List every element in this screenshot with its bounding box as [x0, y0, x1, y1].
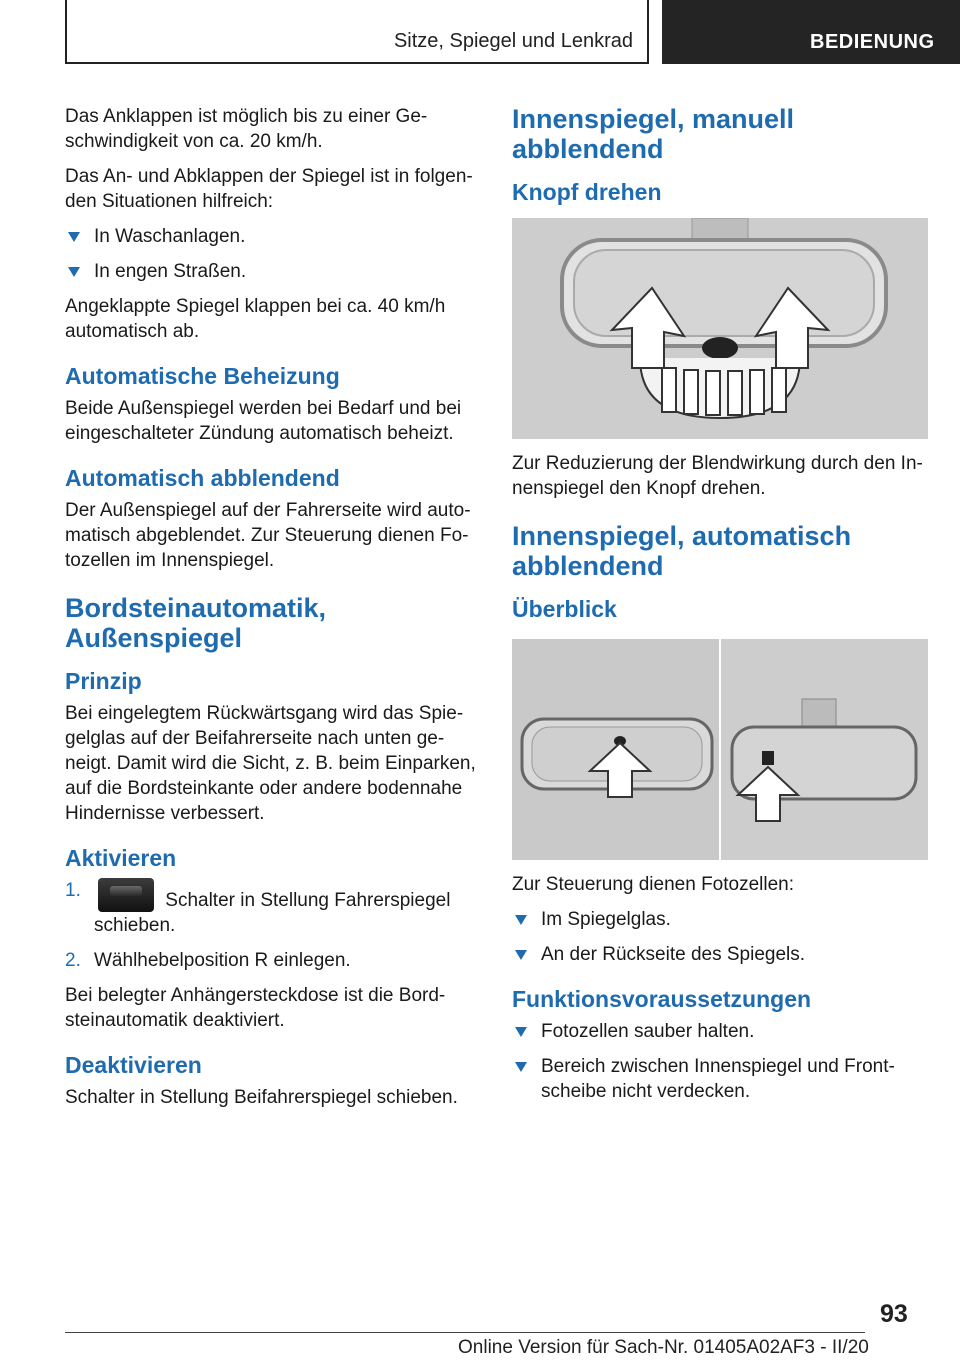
paragraph-trailer: Bei belegter Anhängersteckdose ist die Bordsteinautomatik deaktiviert.	[65, 985, 446, 1031]
right-column	[512, 104, 928, 1114]
heading-turn-knob: Knopf drehen	[512, 179, 662, 205]
bullet-triangle-icon	[515, 1062, 527, 1072]
paragraph-fold-speed: Das Anklappen ist möglich bis zu einer Geschwindigkeit von ca. 20 km/h.	[65, 106, 428, 152]
paragraph-auto-dimming: Der Außenspiegel auf der Fahrerseite wird automatisch abgeblendet. Zur Steuerung dienen Fotozellen im Innenspiegel.	[65, 500, 471, 571]
header-chapter-box	[662, 0, 960, 64]
list-item: An der Rückseite des Spiegels.	[512, 942, 928, 967]
figure-photocells	[512, 639, 928, 860]
bullet-triangle-icon	[68, 232, 80, 242]
heading-curb-automatic: Bordsteinautomatik, Außenspiegel	[65, 593, 327, 653]
paragraph-heating: Beide Außenspiegel werden bei Bedarf und bei eingeschalteter Zündung automatisch beheizt.	[65, 398, 462, 444]
paragraph-turn-knob: Zur Reduzierung der Blendwirkung durch den Innenspiegel den Knopf drehen.	[512, 453, 923, 499]
mirror-knob-illustration	[512, 218, 928, 439]
bullet-triangle-icon	[515, 915, 527, 925]
paragraph-photocells: Zur Steuerung dienen Fotozellen:	[512, 874, 795, 895]
header-section-box	[65, 0, 649, 64]
list-item: In engen Straßen.	[65, 259, 477, 284]
bullet-triangle-icon	[515, 1027, 527, 1037]
bullet-triangle-icon	[515, 950, 527, 960]
list-item: Im Spiegelglas.	[512, 907, 928, 932]
paragraph-fold-situations: Das An- und Abklappen der Spiegel ist in folgenden Situationen hilfreich:	[65, 166, 473, 212]
heading-deactivate: Deaktivieren	[65, 1052, 202, 1078]
bullet-triangle-icon	[68, 267, 80, 277]
list-item: Bereich zwischen Innenspiegel und Frontscheibe nicht verdecken.	[512, 1054, 928, 1104]
list-item: In Waschanlagen.	[65, 224, 477, 249]
photocells-illustration	[512, 639, 928, 860]
step-number: 2.	[65, 950, 81, 971]
list-item: Fotozellen sauber halten.	[512, 1019, 928, 1044]
list-item: 2. Wählhebelposition R einlegen.	[65, 950, 351, 971]
footer-version: Online Version für Sach-Nr. 01405A02AF3 - II/20	[458, 1337, 869, 1358]
heading-principle: Prinzip	[65, 668, 142, 694]
heading-heating: Automatische Beheizung	[65, 363, 340, 389]
page-number: 93	[880, 1300, 908, 1328]
footer-divider	[65, 1332, 865, 1333]
mirror-switch-icon	[98, 878, 154, 912]
paragraph-principle: Bei eingelegtem Rückwärtsgang wird das Spiegelglas auf der Beifahrerseite nach unten geneigt. Damit wird die Sicht, z. B. beim Einparken, auf die Bordsteinkante oder andere bodennahe Hindernisse verbessert.	[65, 703, 476, 824]
paragraph-deactivate: Schalter in Stellung Beifahrerspiegel schieben.	[65, 1087, 458, 1108]
heading-overview: Überblick	[512, 596, 617, 622]
heading-activate: Aktivieren	[65, 845, 177, 871]
left-column	[65, 104, 477, 1120]
heading-auto-dimming: Automatisch abblendend	[65, 465, 340, 491]
figure-mirror-knob	[512, 218, 928, 439]
paragraph-auto-unfold: Angeklappte Spiegel klappen bei ca. 40 km/h automatisch ab.	[65, 296, 446, 342]
header-chapter-title: BEDIENUNG	[810, 31, 935, 53]
heading-auto-mirror: Innenspiegel, automatisch abblendend	[512, 521, 852, 581]
heading-manual-mirror: Innenspiegel, manuell abblendend	[512, 104, 795, 164]
heading-requirements: Funktionsvoraussetzungen	[512, 986, 812, 1012]
header-section-title: Sitze, Spiegel und Lenkrad	[393, 30, 633, 52]
list-item: 1. Schalter in Stellung Fahrerspiegel schieben.	[65, 880, 451, 936]
step-number: 1.	[65, 880, 81, 901]
